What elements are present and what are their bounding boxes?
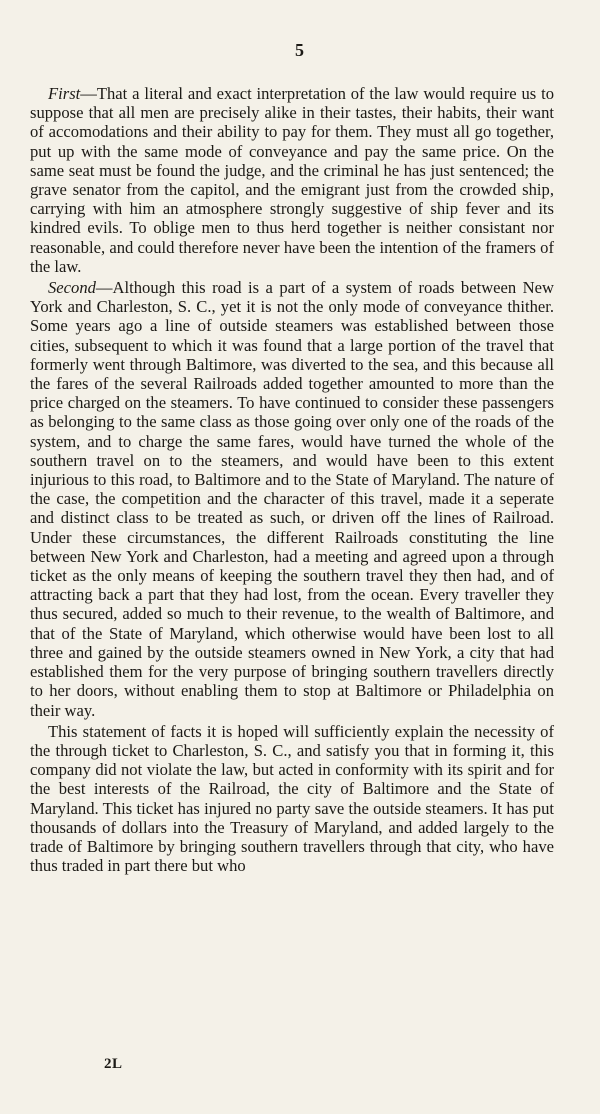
paragraph-first bbox=[30, 84, 554, 276]
paragraph-second bbox=[30, 278, 554, 720]
paragraph-text: This statement of facts it is hoped will sufficiently explain the necessity of the through ticket to Charleston, S. C., and satisfy you that in forming it, this company did not violate the law, but acted in conformity with its spirit and for the best interests of the Railroad, the city of Baltimore and the State of Maryland. This ticket has injured no party save the outside steamers. It has put thousands of dollars into the Treasury of Maryland, and added largely to the trade of Baltimore by bringing southern travellers through that city, who have thus traded in part there but who bbox=[30, 721, 554, 876]
paragraph-text: —Although this road is a part of a system of roads between New York and Charleston, S. C., yet it is not the only mode of conveyance thither. Some years ago a line of outside steamers was established between those cities, subsequent to which it was found that a large portion of the travel that formerly went through Baltimore, was diverted to the sea, and this because all the fares of the several Railroads added together amounted to more than the price charged on the steamers. To have continued to consider these passengers as belonging to the same class as those going over only one of the roads of the system, and to charge the same fares, would have turned the whole of the southern travel on to the steamers, and would have been to this extent injurious to this road, to Baltimore and to the State of Maryland. The nature of the case, the competition and the character of this travel, made it a seperate and distinct class to be treated as such, or driven off the lines of Railroad. Under these circumstances, the different Railroads constituting the line between New York and Charleston, had a meeting and agreed upon a through ticket as the only means of keeping the southern travel they then had, and of attracting back a part that they had lost, from the ocean. Every traveller they thus secured, added so much to their revenue, to the wealth of Baltimore, and that of the State of Maryland, which otherwise would have been lost to all three and gained by the outside steamers owned in New York, a city that had established them for the very purpose of bringing southern travellers directly to her doors, without enabling them to stop at Baltimore or Philadelphia on their way. bbox=[30, 278, 554, 720]
paragraph-text: —That a literal and exact interpretation of the law would require us to suppose that all men are precisely alike in their tastes, their habits, their want of accomodations and their ability to pay for them. They must all go together, put up with the same mode of conveyance and pay the same price. On the same seat must be found the judge, and the criminal he has just sentenced; the grave senator from the capitol, and the emigrant just from the crowded ship, carrying with him an atmosphere strongly suggestive of ship fever and its kindred evils. To oblige men to thus herd together is neither consistant nor reasonable, and could therefore never have been the intention of the framers of the law. bbox=[30, 84, 554, 276]
page-number: 5 bbox=[295, 40, 305, 60]
paragraph-third bbox=[30, 722, 554, 876]
signature-mark: 2L bbox=[104, 1056, 123, 1072]
paragraph-lead: First bbox=[48, 84, 81, 103]
body-text bbox=[30, 84, 554, 875]
paragraph-lead: Second bbox=[48, 278, 96, 298]
